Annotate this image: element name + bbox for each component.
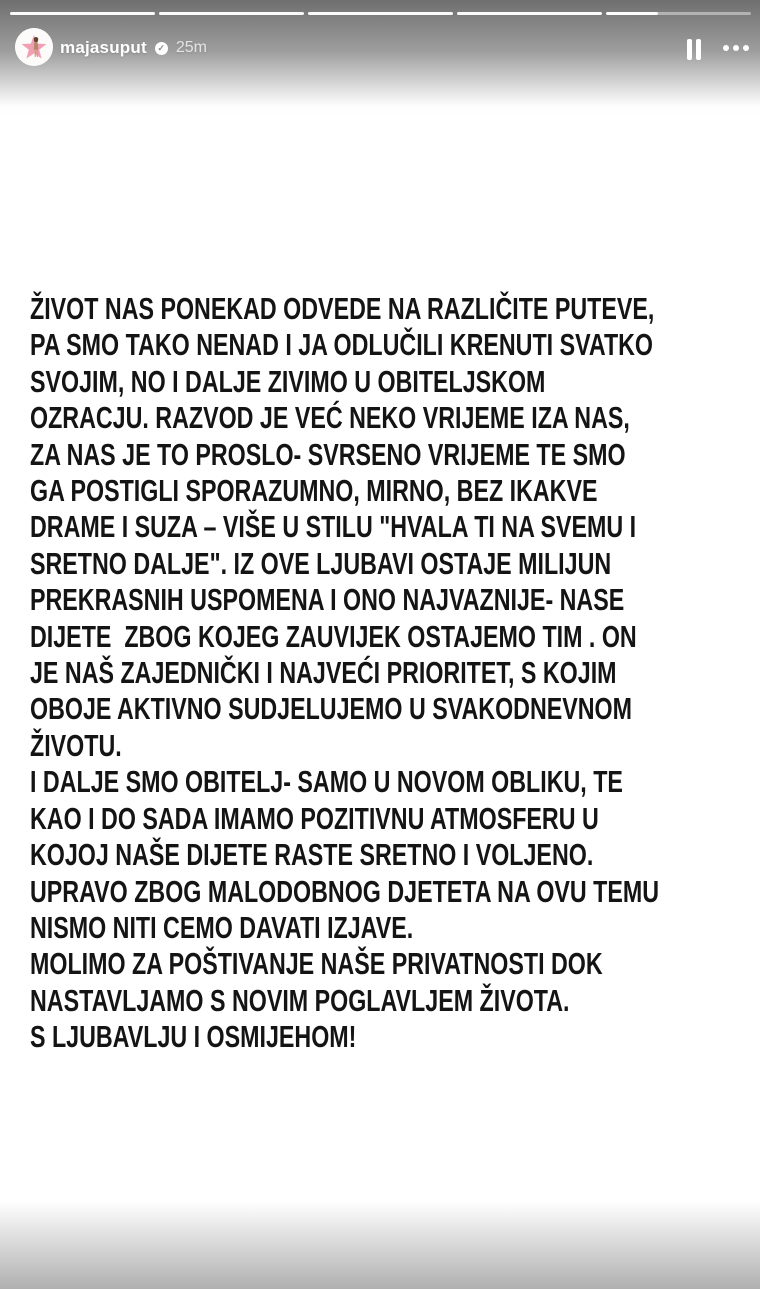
avatar-star-image [15, 28, 53, 66]
story-text-line: SVOJIM, NO I DALJE ZIVIMO U OBITELJSKOM [30, 363, 546, 399]
more-options-button[interactable] [723, 45, 749, 51]
story-text-line: NASTAVLJAMO S NOVIM POGLAVLJEM ŽIVOTA. [30, 982, 570, 1018]
story-text-line: SRETNO DALJE". IZ OVE LJUBAVI OSTAJE MILIJUN [30, 545, 612, 581]
progress-segment [606, 12, 751, 15]
user-row [60, 39, 207, 57]
story-timestamp: 25m [175, 39, 207, 56]
ellipsis-icon [743, 45, 749, 51]
story-text-line: PA SMO TAKO NENAD I JA ODLUČILI KRENUTI SVATKO [30, 327, 654, 363]
story-text-line: S LJUBAVLJU I OSMIJEHOM! [30, 1019, 357, 1055]
story-text-line: GA POSTIGLI SPORAZUMNO, MIRNO, BEZ IKAKVE [30, 473, 598, 509]
username[interactable]: majasuput [60, 38, 147, 57]
story-text [30, 291, 760, 1056]
story-text-line: KOJOJ NAŠE DIJETE RASTE SRETNO I VOLJENO. [30, 837, 594, 873]
story-text-line: NISMO NITI CEMO DAVATI IZJAVE. [30, 909, 414, 945]
ellipsis-icon [733, 45, 739, 51]
verified-badge-icon: ✓ [155, 42, 168, 55]
story-text-line: ZA NAS JE TO PROSLO- SVRSENO VRIJEME TE SMO [30, 436, 626, 472]
story-text-line: DRAME I SUZA – VIŠE U STILU "HVALA TI NA SVEMU I [30, 509, 637, 545]
pause-button[interactable] [687, 39, 701, 60]
progress-segment [308, 12, 453, 15]
story-text-line: DIJETE ZBOG KOJEG ZAUVIJEK OSTAJEMO TIM . ON [30, 618, 637, 654]
story-progress-bar [10, 12, 751, 15]
story-text-line: ŽIVOTU. [30, 727, 122, 763]
story-text-line: UPRAVO ZBOG MALODOBNOG DJETETA NA OVU TEMU [30, 873, 660, 909]
story-text-line: ŽIVOT NAS PONEKAD ODVEDE NA RAZLIČITE PUTEVE, [30, 291, 655, 326]
progress-segment [457, 12, 602, 15]
progress-segment [159, 12, 304, 15]
pause-icon [696, 39, 701, 60]
story-text-line: OBOJE AKTIVNO SUDJELUJEMO U SVAKODNEVNOM [30, 691, 632, 727]
story-text-line: PREKRASNIH USPOMENA I ONO NAJVAZNIJE- NASE [30, 582, 625, 618]
avatar[interactable] [15, 28, 53, 66]
ellipsis-icon [723, 45, 729, 51]
progress-segment-fill [606, 12, 658, 15]
progress-segment [10, 12, 155, 15]
story-text-line: OZRACJU. RAZVOD JE VEĆ NEKO VRIJEME IZA NAS, [30, 400, 630, 436]
story-text-line: I DALJE SMO OBITELJ- SAMO U NOVOM OBLIKU, TE [30, 764, 623, 800]
story-text-line: MOLIMO ZA POŠTIVANJE NAŠE PRIVATNOSTI DOK [30, 946, 603, 982]
pause-icon [687, 39, 692, 60]
story-text-line: KAO I DO SADA IMAMO POZITIVNU ATMOSFERU U [30, 800, 599, 836]
story-text-line: JE NAŠ ZAJEDNIČKI I NAJVEĆI PRIORITET, S KOJIM [30, 655, 617, 691]
